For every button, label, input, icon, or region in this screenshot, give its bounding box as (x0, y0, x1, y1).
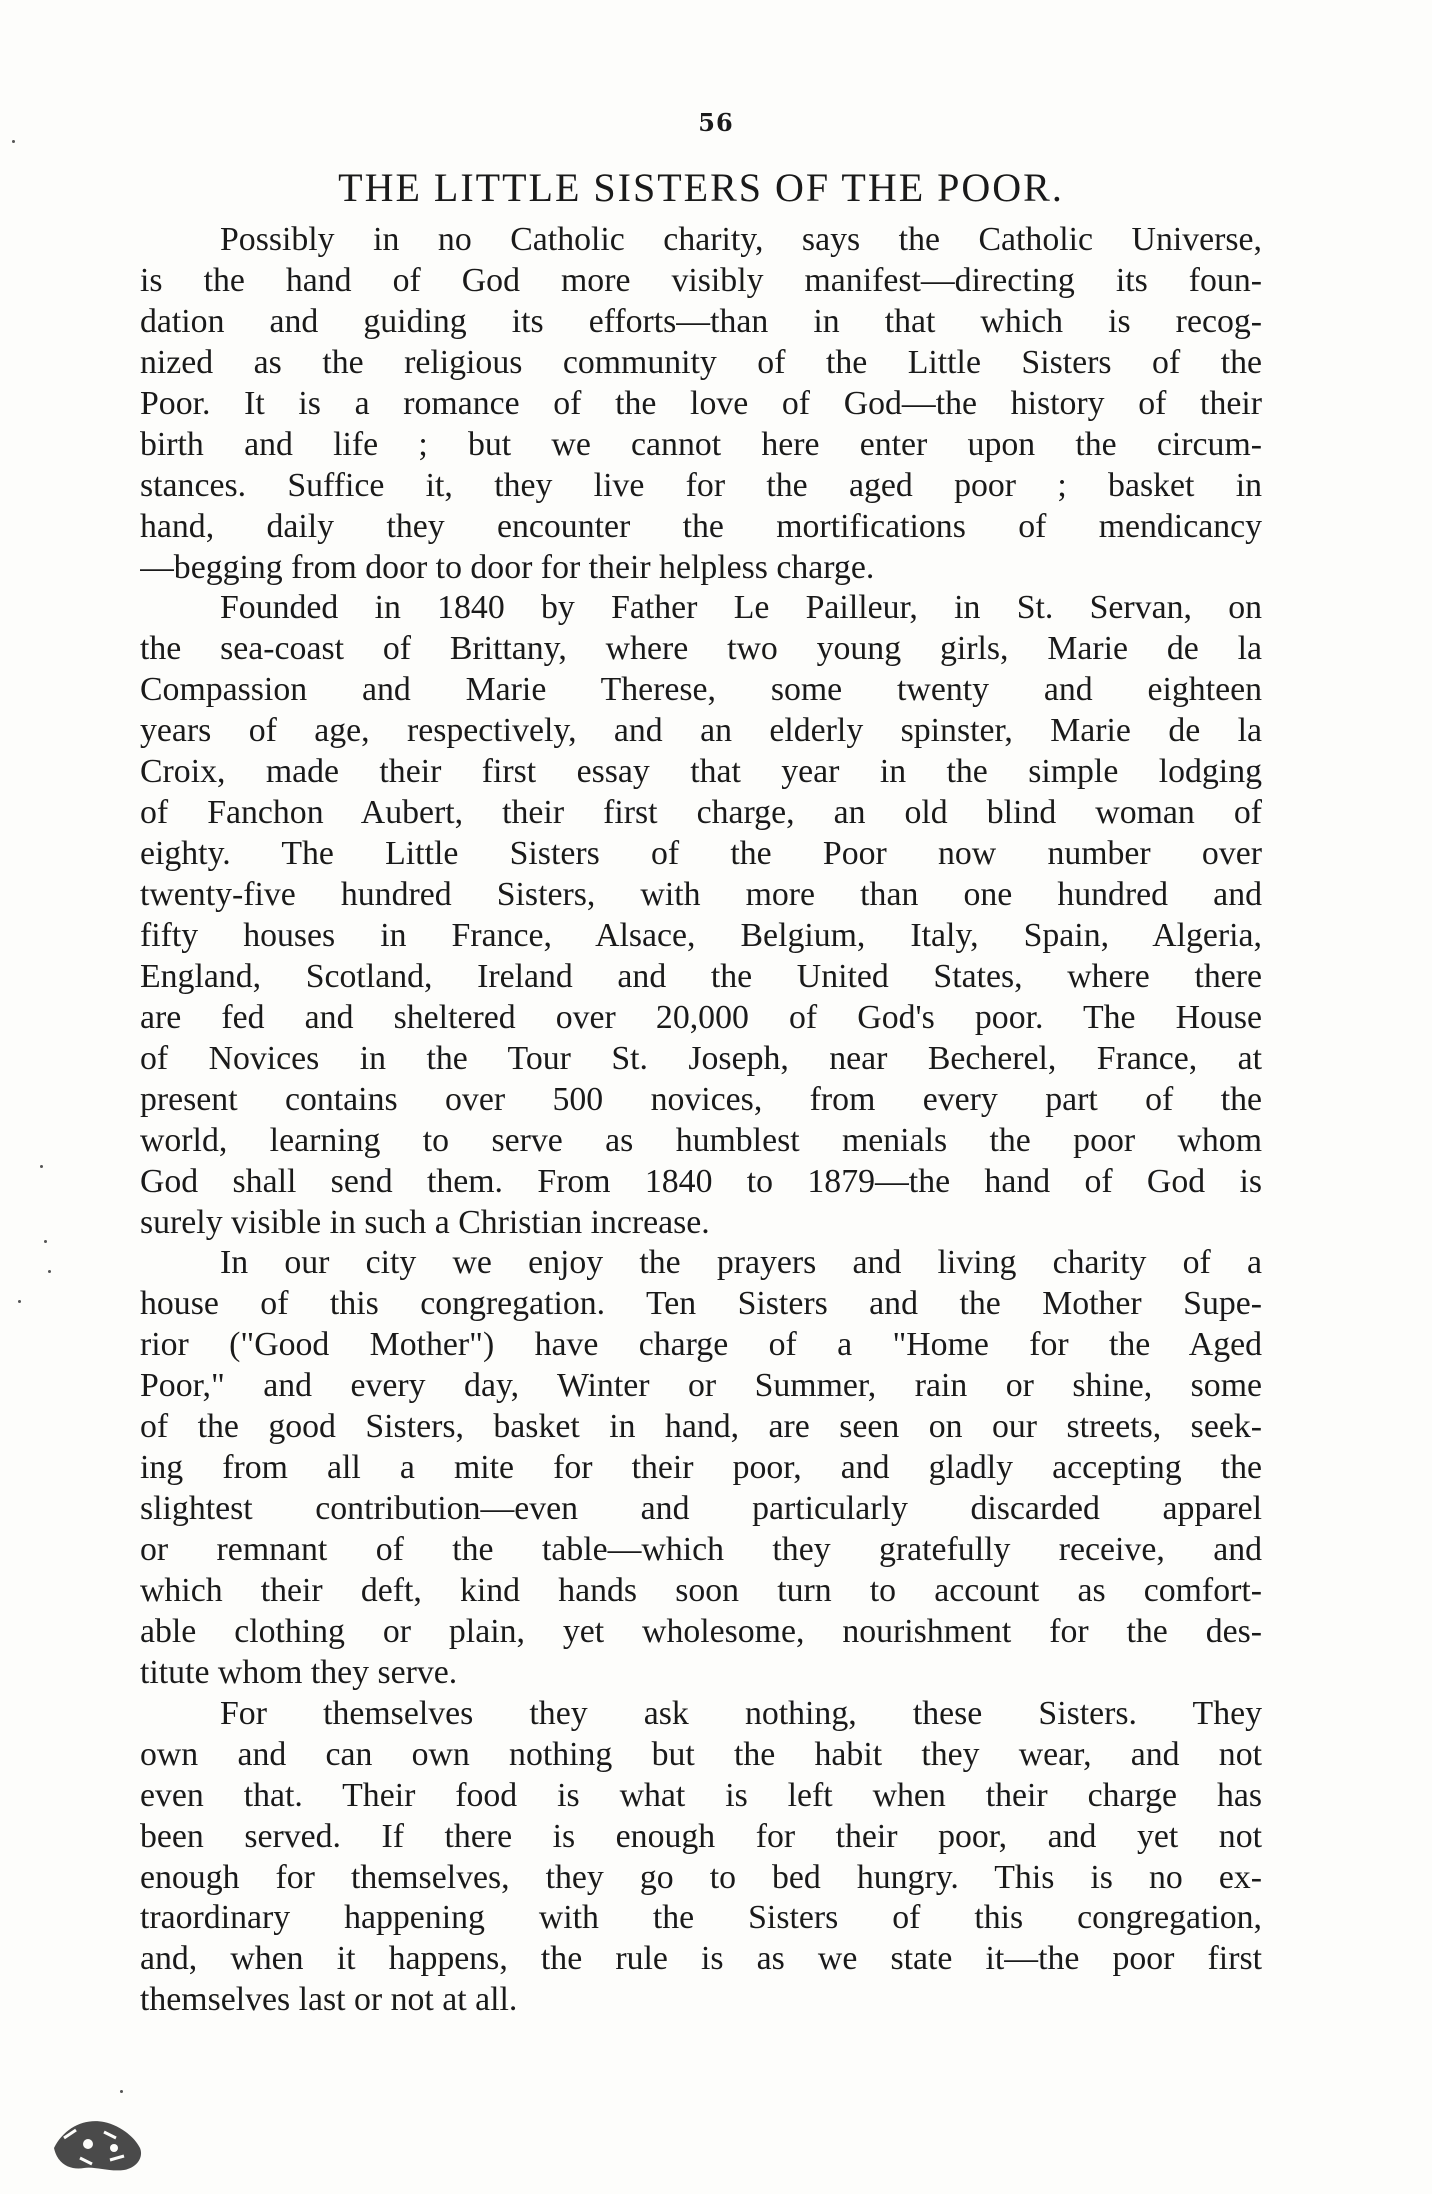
text-line: house of this congregation. Ten Sisters and the Mother Supe- (140, 1285, 1262, 1323)
text-line: rior ("Good Mother") have charge of a "Home for the Aged (140, 1326, 1262, 1364)
text-line: slightest contribution—even and particularly discarded apparel (140, 1490, 1262, 1528)
text-line: twenty-five hundred Sisters, with more than one hundred and (140, 876, 1262, 913)
text-line: world, learning to serve as humblest menials the poor whom (140, 1121, 1262, 1159)
paragraph (140, 588, 1262, 1243)
text-line: own and can own nothing but the habit they wear, and not (140, 1735, 1262, 1773)
text-line: titute whom they serve. (140, 1653, 458, 1691)
text-line: birth and life ; but we cannot here enter upon the circum- (140, 425, 1262, 463)
scan-speck (44, 1240, 47, 1243)
paragraph (140, 220, 1262, 588)
text-line: is the hand of God more visibly manifest—directing its foun- (140, 261, 1262, 299)
text-line: surely visible in such a Christian increase. (140, 1203, 710, 1241)
text-line: —begging from door to door for their helpless charge. (140, 548, 875, 586)
text-line: and, when it happens, the rule is as we state it—the poor first (140, 1940, 1262, 1978)
text-line: Possibly in no Catholic charity, says the Catholic Universe, (220, 221, 1262, 258)
text-line: nized as the religious community of the Little Sisters of the (140, 343, 1262, 381)
text-line: of the good Sisters, basket in hand, are seen on our streets, seek- (140, 1408, 1262, 1446)
text-line: Founded in 1840 by Father Le Pailleur, in St. Servan, on (220, 589, 1262, 627)
text-line: which their deft, kind hands soon turn to account as comfort- (140, 1571, 1262, 1609)
text-line: In our city we enjoy the prayers and living charity of a (220, 1244, 1262, 1282)
text-line: of Novices in the Tour St. Joseph, near Becherel, France, at (140, 1039, 1262, 1077)
text-line: ing from all a mite for their poor, and gladly accepting the (140, 1449, 1262, 1487)
text-line: the sea-coast of Brittany, where two young girls, Marie de la (140, 630, 1262, 668)
text-line: eighty. The Little Sisters of the Poor now number over (140, 835, 1262, 873)
text-line: present contains over 500 novices, from every part of the (140, 1080, 1262, 1118)
text-line: able clothing or plain, yet wholesome, nourishment for the des- (140, 1612, 1262, 1650)
page-title: THE LITTLE SISTERS OF THE POOR. (338, 165, 1064, 210)
scan-speck (18, 1300, 21, 1303)
page-number: 56 (698, 108, 734, 137)
text-line: Poor," and every day, Winter or Summer, rain or shine, some (140, 1367, 1262, 1405)
text-line: traordinary happening with the Sisters of this congregation, (140, 1899, 1262, 1937)
text-line: of Fanchon Aubert, their first charge, an old blind woman of (140, 794, 1262, 832)
text-line: God shall send them. From 1840 to 1879—the hand of God is (140, 1162, 1262, 1200)
text-line: hand, daily they encounter the mortifications of mendicancy (140, 507, 1262, 545)
printer-ornament-icon (44, 2108, 154, 2178)
text-line: been served. If there is enough for their poor, and yet not (140, 1817, 1262, 1855)
text-line: years of age, respectively, and an elderly spinster, Marie de la (140, 712, 1262, 750)
text-line: themselves last or not at all. (140, 1981, 518, 2019)
scan-speck (40, 1165, 43, 1168)
text-line: fifty houses in France, Alsace, Belgium, Italy, Spain, Algeria, (140, 916, 1262, 954)
scan-speck (12, 140, 15, 143)
text-line: are fed and sheltered over 20,000 of God's poor. The House (140, 998, 1262, 1036)
text-line: Croix, made their first essay that year in the simple lodging (140, 753, 1262, 791)
body-text (140, 220, 1262, 2021)
scan-speck (120, 2090, 123, 2093)
text-line: dation and guiding its efforts—than in that which is recog- (140, 302, 1262, 340)
text-line: Compassion and Marie Therese, some twenty and eighteen (140, 671, 1262, 709)
text-line: even that. Their food is what is left when their charge has (140, 1776, 1262, 1814)
text-line: stances. Suffice it, they live for the aged poor ; basket in (140, 466, 1262, 504)
text-line: or remnant of the table—which they gratefully receive, and (140, 1531, 1262, 1568)
scan-speck (48, 1270, 51, 1273)
text-line: enough for themselves, they go to bed hungry. This is no ex- (140, 1858, 1262, 1896)
paragraph (140, 1243, 1262, 1693)
text-line: England, Scotland, Ireland and the United States, where there (140, 957, 1262, 995)
text-line: Poor. It is a romance of the love of God—the history of their (140, 384, 1262, 422)
text-line: For themselves they ask nothing, these Sisters. They (220, 1694, 1262, 1732)
paragraph (140, 1694, 1262, 2022)
